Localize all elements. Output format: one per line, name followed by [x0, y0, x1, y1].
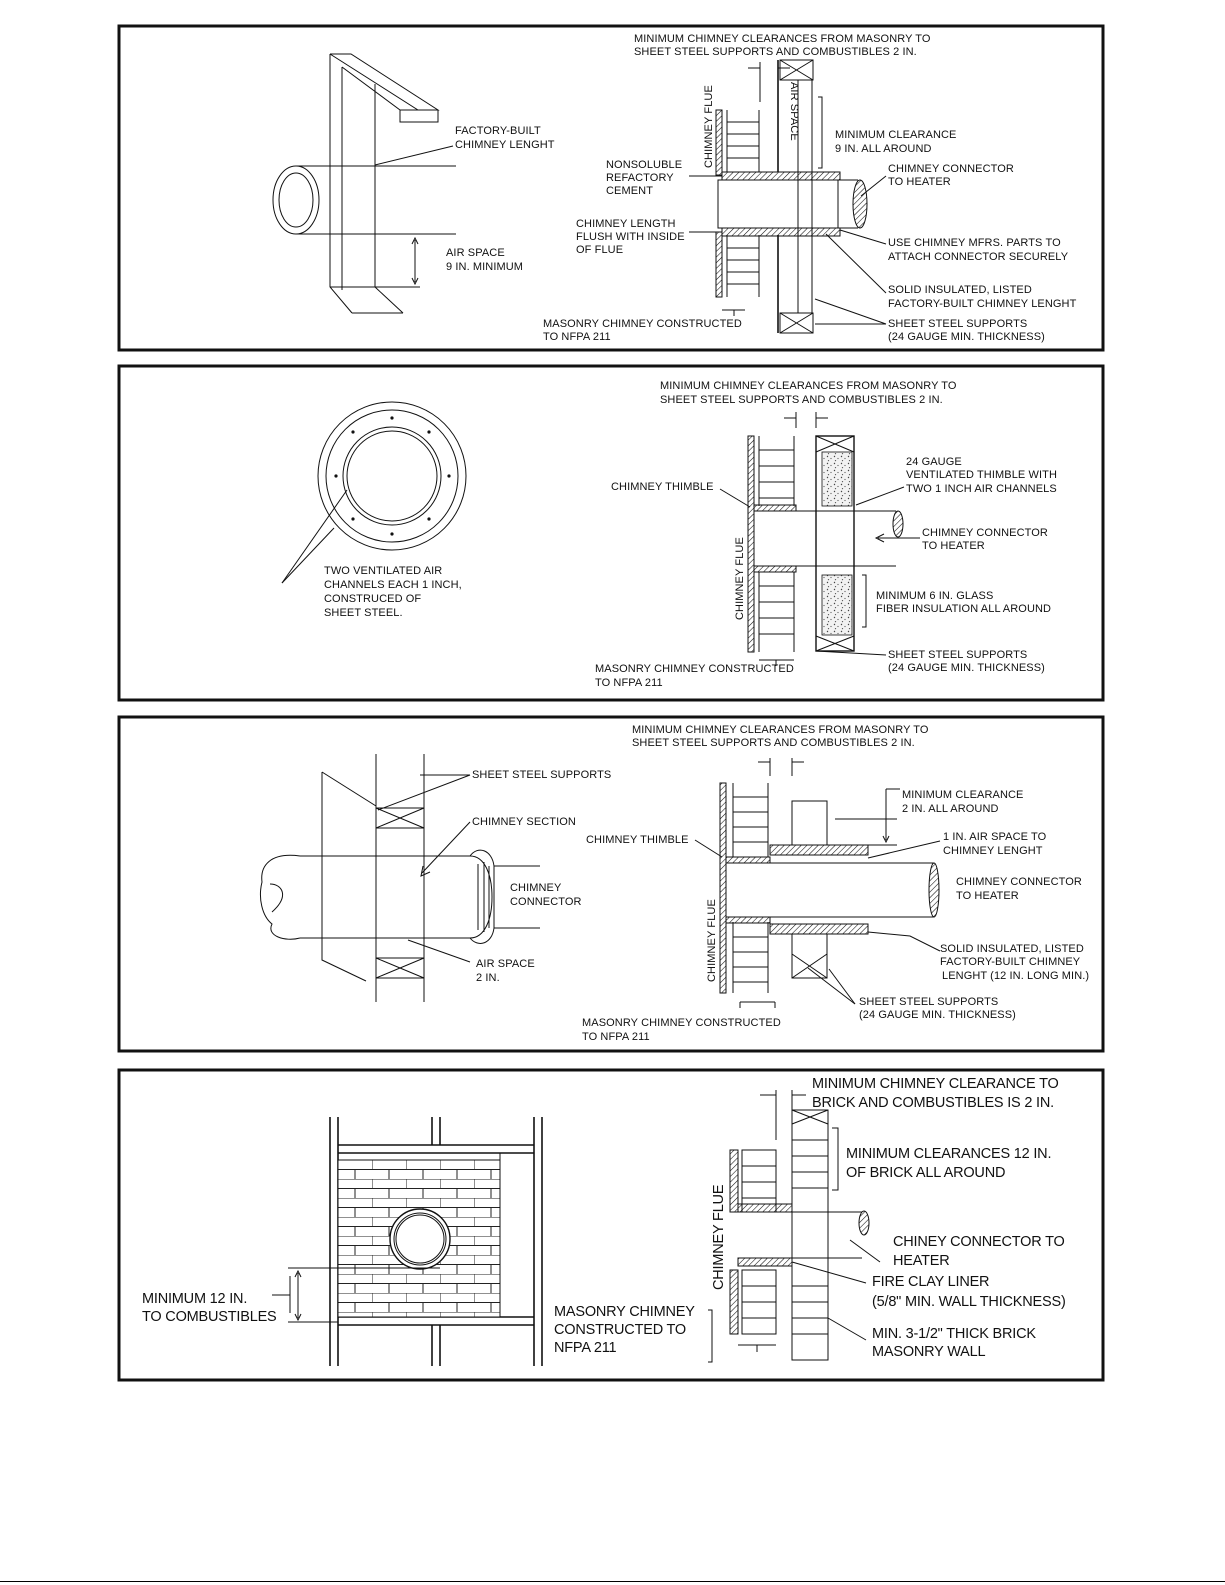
p3-solid-1: SOLID INSULATED, LISTED: [940, 943, 1084, 955]
p4-connector-2: HEATER: [893, 1253, 950, 1269]
p3-solid-2: FACTORY-BUILT CHIMNEY: [940, 956, 1081, 968]
panel-4-cross-section: [708, 1090, 880, 1362]
panel-4-brick-front-view: [272, 1117, 542, 1366]
p3-min-clearance-2: 2 IN. ALL AROUND: [902, 803, 999, 815]
p1-nonsoluble-3: CEMENT: [606, 185, 654, 197]
panel-1-cross-section: [689, 60, 886, 333]
p3-thimble: CHIMNEY THIMBLE: [586, 834, 689, 846]
p1-flush-2: FLUSH WITH INSIDE: [576, 231, 685, 243]
p2-top-note-2: SHEET STEEL SUPPORTS AND COMBUSTIBLES 2 IN.: [660, 394, 943, 406]
p4-brick-2: MASONRY WALL: [872, 1344, 986, 1360]
p1-top-note-1: MINIMUM CHIMNEY CLEARANCES FROM MASONRY TO: [634, 33, 931, 45]
p1-chimney-flue: CHIMNEY FLUE: [703, 85, 715, 168]
p4-min-clearances-2: OF BRICK ALL AROUND: [846, 1165, 1006, 1181]
p1-min-clearance-2: 9 IN. ALL AROUND: [835, 143, 932, 155]
p4-masonry-3: NFPA 211: [554, 1340, 617, 1356]
p4-top-note-2: BRICK AND COMBUSTIBLES IS 2 IN.: [812, 1095, 1054, 1111]
p4-connector-1: CHINEY CONNECTOR TO: [893, 1234, 1065, 1250]
p4-combustibles-2: TO COMBUSTIBLES: [142, 1309, 277, 1325]
p3-air-space-to-2: CHIMNEY LENGHT: [943, 845, 1043, 857]
panel-2-ventilated-thimble: [119, 366, 1103, 700]
p3-connector-1: CHIMNEY CONNECTOR: [956, 876, 1082, 888]
p1-label-air-space-2: 9 IN. MINIMUM: [446, 261, 524, 273]
p1-connector-2: TO HEATER: [888, 176, 951, 188]
p2-supports-2: (24 GAUGE MIN. THICKNESS): [888, 662, 1045, 674]
p3-supports-1: SHEET STEEL SUPPORTS: [859, 996, 999, 1008]
p2-channels-2: CHANNELS EACH 1 INCH,: [324, 579, 462, 591]
p3-connector-left-1: CHIMNEY: [510, 882, 562, 894]
p1-label-factory-chimney-2: CHIMNEY LENGHT: [455, 139, 555, 151]
p1-top-note-2: SHEET STEEL SUPPORTS AND COMBUSTIBLES 2 IN.: [634, 46, 917, 58]
p2-supports-1: SHEET STEEL SUPPORTS: [888, 649, 1028, 661]
p1-nonsoluble-1: NONSOLUBLE: [606, 159, 683, 171]
p3-chimney-flue: CHIMNEY FLUE: [706, 899, 718, 982]
p2-top-note-1: MINIMUM CHIMNEY CLEARANCES FROM MASONRY TO: [660, 380, 957, 392]
p1-label-air-space-1: AIR SPACE: [446, 247, 505, 259]
p2-channels-3: CONSTRUCED OF: [324, 593, 422, 605]
p3-connector-left-2: CONNECTOR: [510, 896, 582, 908]
p3-masonry-1: MASONRY CHIMNEY CONSTRUCTED: [582, 1017, 781, 1029]
p3-air-space-2: 2 IN.: [476, 972, 500, 984]
p2-ventilated-3: TWO 1 INCH AIR CHANNELS: [906, 483, 1057, 495]
p2-insulation-2: FIBER INSULATION ALL AROUND: [876, 603, 1052, 615]
p3-chimney-section: CHIMNEY SECTION: [472, 816, 576, 828]
p1-solid-2: FACTORY-BUILT CHIMNEY LENGHT: [888, 298, 1077, 310]
panel-1-factory-built-chimney: [119, 26, 1103, 350]
p3-top-note-2: SHEET STEEL SUPPORTS AND COMBUSTIBLES 2 IN.: [632, 737, 915, 749]
p4-brick-1: MIN. 3-1/2" THICK BRICK: [872, 1326, 1036, 1342]
panel-2-cross-section: [720, 412, 920, 666]
p1-nonsoluble-2: REFACTORY: [606, 172, 674, 184]
p4-top-note-1: MINIMUM CHIMNEY CLEARANCE TO: [812, 1076, 1059, 1092]
p4-min-clearances-1: MINIMUM CLEARANCES 12 IN.: [846, 1146, 1052, 1162]
p1-air-space-vertical: AIR SPACE: [788, 82, 800, 141]
p2-ventilated-2: VENTILATED THIMBLE WITH: [906, 469, 1058, 481]
p1-min-clearance-1: MINIMUM CLEARANCE: [835, 129, 957, 141]
p4-chimney-flue: CHIMNEY FLUE: [711, 1184, 727, 1290]
panel-1-wall-drawing: [273, 54, 456, 313]
p1-supports-1: SHEET STEEL SUPPORTS: [888, 318, 1028, 330]
p4-combustibles-1: MINIMUM 12 IN.: [142, 1291, 248, 1307]
panel-4-brick-masonry: [119, 1070, 1103, 1380]
p2-channels-4: SHEET STEEL.: [324, 607, 403, 619]
p1-flush-1: CHIMNEY LENGTH: [576, 218, 676, 230]
p3-air-space-to-1: 1 IN. AIR SPACE TO: [943, 831, 1047, 843]
p4-liner-2: (5/8" MIN. WALL THICKNESS): [872, 1294, 1066, 1310]
p3-air-space-1: AIR SPACE: [476, 958, 535, 970]
panel-3-chimney-section: [119, 717, 1103, 1051]
p1-label-factory-chimney-1: FACTORY-BUILT: [455, 125, 541, 137]
p2-thimble: CHIMNEY THIMBLE: [611, 481, 714, 493]
p3-min-clearance-1: MINIMUM CLEARANCE: [902, 789, 1024, 801]
p1-mfrs-1: USE CHIMNEY MFRS. PARTS TO: [888, 237, 1061, 249]
p1-connector-1: CHIMNEY CONNECTOR: [888, 163, 1014, 175]
p2-chimney-flue: CHIMNEY FLUE: [734, 537, 746, 620]
p1-supports-2: (24 GAUGE MIN. THICKNESS): [888, 331, 1045, 343]
p2-channels-1: TWO VENTILATED AIR: [324, 565, 443, 577]
p2-connector-2: TO HEATER: [922, 540, 985, 552]
p3-supports-2: (24 GAUGE MIN. THICKNESS): [859, 1009, 1016, 1021]
p2-connector-1: CHIMNEY CONNECTOR: [922, 527, 1048, 539]
p3-supports-left: SHEET STEEL SUPPORTS: [472, 769, 612, 781]
p3-top-note-1: MINIMUM CHIMNEY CLEARANCES FROM MASONRY TO: [632, 724, 929, 736]
p1-masonry-1: MASONRY CHIMNEY CONSTRUCTED: [543, 318, 742, 330]
p4-masonry-2: CONSTRUCTED TO: [554, 1322, 687, 1338]
p2-masonry-1: MASONRY CHIMNEY CONSTRUCTED: [595, 663, 794, 675]
p1-solid-1: SOLID INSULATED, LISTED: [888, 284, 1032, 296]
p4-masonry-1: MASONRY CHIMNEY: [554, 1304, 695, 1320]
panel-2-thimble-front-view: [282, 402, 466, 583]
p3-solid-3: LENGHT (12 IN. LONG MIN.): [942, 970, 1090, 982]
p1-mfrs-2: ATTACH CONNECTOR SECURELY: [888, 251, 1069, 263]
p1-masonry-2: TO NFPA 211: [543, 331, 611, 343]
page-bottom-rule: [0, 1581, 1225, 1582]
p3-masonry-2: TO NFPA 211: [582, 1031, 650, 1043]
p3-connector-2: TO HEATER: [956, 890, 1019, 902]
p2-masonry-2: TO NFPA 211: [595, 677, 663, 689]
p4-liner-1: FIRE CLAY LINER: [872, 1274, 990, 1290]
p2-ventilated-1: 24 GAUGE: [906, 456, 962, 468]
p1-flush-3: OF FLUE: [576, 244, 624, 256]
p2-insulation-1: MINIMUM 6 IN. GLASS: [876, 590, 994, 602]
